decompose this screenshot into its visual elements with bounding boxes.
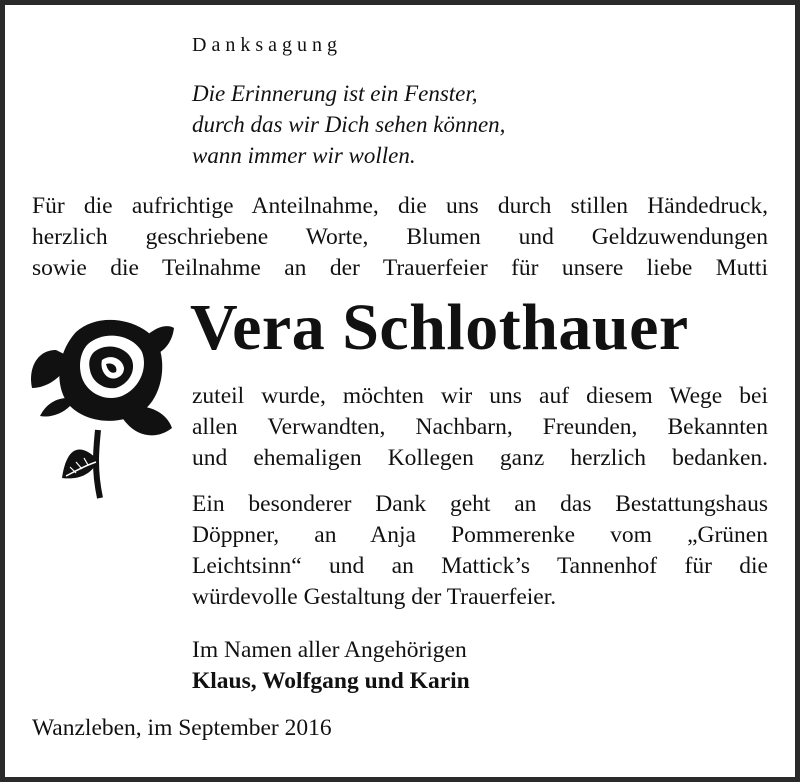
intro-line: sowie die Teilnahme an der Trauerfeier für unsere liebe Mutti [32,255,768,281]
special-thanks-paragraph [192,489,768,613]
thanks-line: und ehemaligen Kollegen ganz herzlich bedanken. [192,445,768,471]
place-date: Wanzleben, im September 2016 [32,715,332,741]
signature-names: Klaus, Wolfgang und Karin [192,668,470,694]
thanks-line: zuteil wurde, möchten wir uns auf diesem Wege bei [192,383,768,409]
intro-paragraph [32,191,768,284]
poem-line: durch das wir Dich sehen können, [192,112,506,137]
deceased-name: Vera Schlothauer [190,291,689,364]
intro-line: herzlich geschriebene Worte, Blumen und Geldzuwendungen [32,224,768,250]
signature-intro: Im Namen aller Angehörigen [192,637,467,663]
special-thanks-line: Leichtsinn“ und an Mattick’s Tannenhof für die [192,553,768,579]
special-thanks-line: Ein besonderer Dank geht an das Bestattungshaus [192,491,768,517]
rose-icon [26,310,176,510]
special-thanks-line: würdevolle Gestaltung der Trauerfeier. [192,584,557,610]
poem-line: wann immer wir wollen. [192,143,416,168]
thanks-paragraph [192,381,768,474]
poem-quote [192,78,505,171]
intro-line: Für die aufrichtige Anteilnahme, die uns durch stillen Händedruck, [32,193,768,219]
special-thanks-line: Döppner, an Anja Pommerenke vom „Grünen [192,522,768,548]
thanks-line: allen Verwandten, Nachbarn, Freunden, Bekannten [192,414,768,440]
poem-line: Die Erinnerung ist ein Fenster, [192,81,478,106]
notice-heading: Danksagung [192,34,342,56]
